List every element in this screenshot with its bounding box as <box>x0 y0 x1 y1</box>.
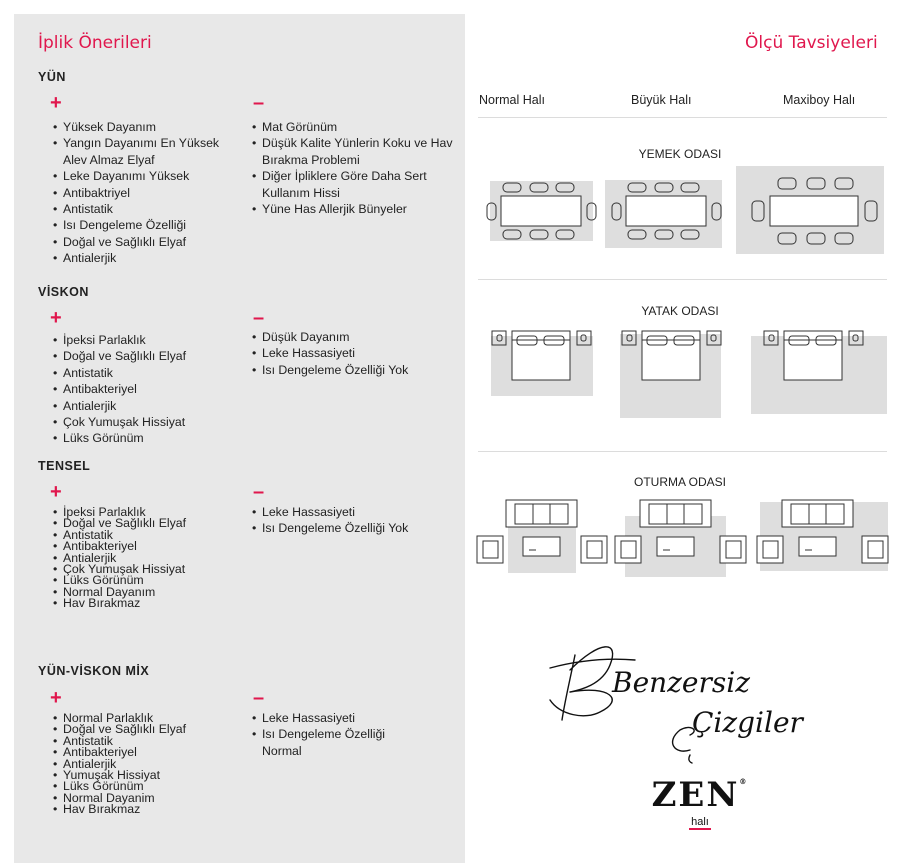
list-item: • Yüksek Dayanım <box>53 119 243 135</box>
list-item: • Mat Görünüm <box>252 119 457 135</box>
list-item: • Yüne Has Allerjik Bünyeler <box>252 201 457 217</box>
tensel-pros-list <box>53 507 243 610</box>
list-item: • Antibaktriyel <box>53 185 243 201</box>
list-item: • Leke Hassasiyeti <box>252 504 457 520</box>
mix-cons-list <box>252 710 422 759</box>
list-item: • Çok Yumuşak Hissiyat <box>53 414 243 430</box>
plus-icon: + <box>50 92 62 114</box>
bedroom-diagram <box>470 322 900 422</box>
list-item: • Antialerjik <box>53 553 243 564</box>
list-item: • Düşük Kalite Yünlerin Koku ve Hav Bırakma Problemi <box>252 135 457 168</box>
yarn-recommendations-title: İplik Önerileri <box>38 33 152 53</box>
minus-icon: – <box>253 307 265 329</box>
list-item: • Leke Dayanımı Yüksek <box>53 168 243 184</box>
list-item: • Diğer İpliklere Göre Daha Sert Kullanım Hissi <box>252 168 457 201</box>
section-title-yun-viskon-mix: YÜN-VİSKON MİX <box>38 664 150 678</box>
viskon-pros-list <box>53 332 243 447</box>
slogan-signature <box>540 630 840 770</box>
tensel-cons-list <box>252 504 457 537</box>
dining-room-diagram <box>470 163 900 263</box>
yun-pros-list <box>53 119 243 267</box>
list-item: • Isı Dengeleme Özelliği Yok <box>252 362 457 378</box>
list-item: • Yangın Dayanımı En Yüksek Alev Almaz Elyaf <box>53 135 243 168</box>
list-item: • Antistatik <box>53 201 243 217</box>
list-item: • Doğal ve Sağlıklı Elyaf <box>53 348 243 364</box>
list-item: • İpeksi Parlaklık <box>53 507 243 518</box>
list-item: • Antialerjik <box>53 759 243 770</box>
list-item: • Hav Bırakmaz <box>53 598 243 609</box>
plus-icon: + <box>50 481 62 503</box>
column-maxiboy-hali: Maxiboy Halı <box>783 93 856 107</box>
slogan-line-2: Çizgiler <box>692 706 803 739</box>
yun-cons-list <box>252 119 457 217</box>
living-room-diagram <box>470 494 900 584</box>
list-item: • Antibakteriyel <box>53 381 243 397</box>
room-title-dining: YEMEK ODASI <box>638 147 722 161</box>
list-item: • Antibakteriyel <box>53 541 243 552</box>
list-item: • Leke Hassasiyeti <box>252 710 422 726</box>
divider <box>478 117 887 118</box>
room-title-living: OTURMA ODASI <box>633 475 726 489</box>
list-item: • Antistatik <box>53 736 243 747</box>
list-item: • Doğal ve Sağlıklı Elyaf <box>53 234 243 250</box>
list-item: • Isı Dengeleme Özelliği Normal <box>252 726 422 759</box>
list-item: • Antialerjik <box>53 398 243 414</box>
column-buyuk-hali: Büyük Halı <box>631 93 692 107</box>
list-item: • Isı Dengeleme Özelliği <box>53 217 243 233</box>
list-item: • Antibakteriyel <box>53 747 243 758</box>
mix-pros-list <box>53 713 243 816</box>
list-item: • Normal Dayanım <box>53 587 243 598</box>
column-normal-hali: Normal Halı <box>479 93 545 107</box>
divider <box>478 279 887 280</box>
list-item: • Isı Dengeleme Özelliği Yok <box>252 520 457 536</box>
brand-logo <box>640 775 760 830</box>
viskon-cons-list <box>252 329 457 378</box>
minus-icon: – <box>253 92 265 114</box>
list-item: • Doğal ve Sağlıklı Elyaf <box>53 518 243 529</box>
list-item: • Yumuşak Hissiyat <box>53 770 243 781</box>
list-item: • İpeksi Parlaklık <box>53 332 243 348</box>
list-item: • Leke Hassasiyeti <box>252 345 457 361</box>
minus-icon: – <box>253 481 265 503</box>
list-item: • Normal Parlaklık <box>53 713 243 724</box>
section-title-viskon: VİSKON <box>38 285 89 299</box>
slogan-line-1: Benzersiz <box>612 666 750 699</box>
brand-name: ZEN® <box>651 775 749 815</box>
plus-icon: + <box>50 687 62 709</box>
list-item: • Lüks Görünüm <box>53 430 243 446</box>
plus-icon: + <box>50 307 62 329</box>
list-item: • Normal Dayanim <box>53 793 243 804</box>
room-title-bedroom: YATAK ODASI <box>641 304 719 318</box>
section-title-tensel: TENSEL <box>38 459 91 473</box>
list-item: • Çok Yumuşak Hissiyat <box>53 564 243 575</box>
list-item: • Hav Bırakmaz <box>53 804 243 815</box>
divider <box>478 451 887 452</box>
section-title-yun: YÜN <box>38 70 66 84</box>
minus-icon: – <box>253 687 265 709</box>
list-item: • Antistatik <box>53 530 243 541</box>
list-item: • Lüks Görünüm <box>53 781 243 792</box>
size-recommendations-title: Ölçü Tavsiyeleri <box>745 33 878 53</box>
list-item: • Düşük Dayanım <box>252 329 457 345</box>
list-item: • Antialerjik <box>53 250 243 266</box>
list-item: • Antistatik <box>53 365 243 381</box>
list-item: • Lüks Görünüm <box>53 575 243 586</box>
list-item: • Doğal ve Sağlıklı Elyaf <box>53 724 243 735</box>
brand-subtitle: halı <box>691 816 709 828</box>
